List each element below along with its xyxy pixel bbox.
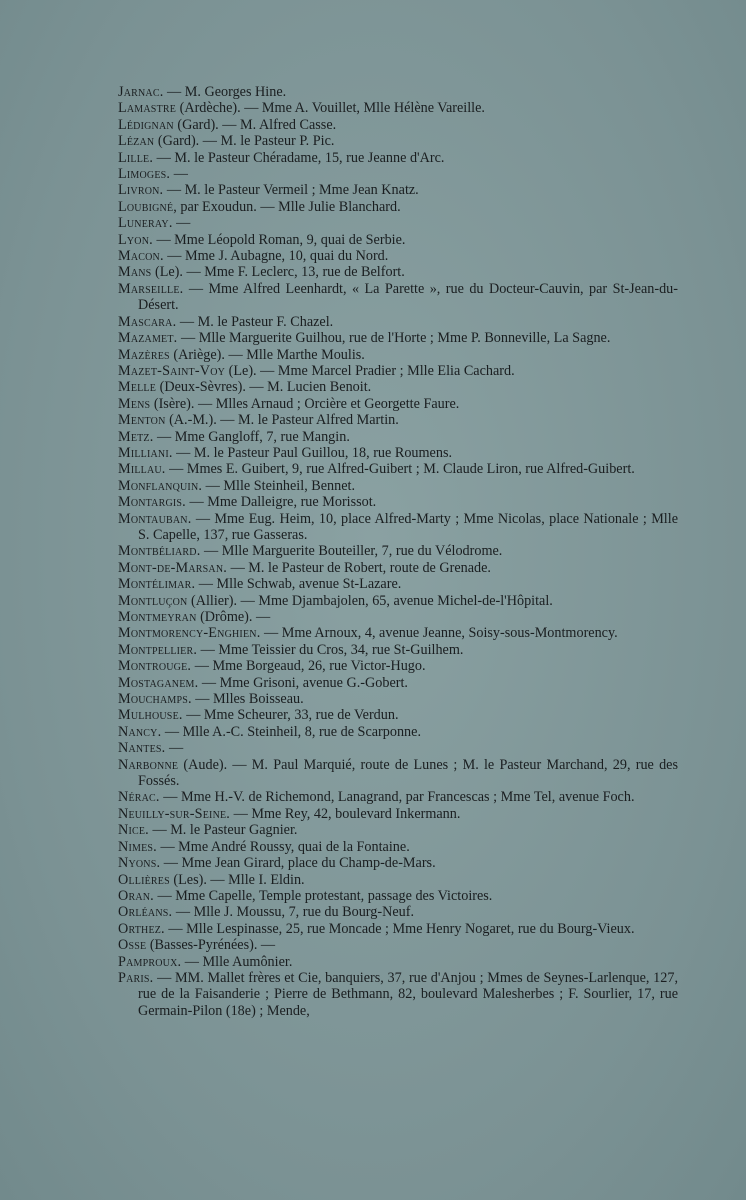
entry-detail: — M. le Pasteur F. Chazel. (176, 313, 334, 330)
directory-entry (118, 724, 678, 740)
directory-entry (118, 461, 678, 477)
entry-detail: (Drôme). — (196, 609, 271, 625)
directory-list (118, 84, 678, 1019)
directory-entry (118, 166, 678, 182)
entry-detail: — Mme Arnoux, 4, avenue Jeanne, Soisy-sous-Montmorency. (260, 625, 618, 642)
directory-entry (118, 822, 678, 838)
entry-place: Metz. (118, 428, 154, 445)
entry-detail: — M. le Pasteur Chéradame, 15, rue Jeanne d'Arc. (153, 149, 445, 166)
entry-place: Millau. (118, 461, 166, 478)
directory-entry (118, 954, 678, 970)
entry-place: Orléans. (118, 904, 173, 921)
directory-entry (118, 609, 678, 625)
directory-entry (118, 511, 678, 544)
entry-place: Oran. (118, 887, 154, 904)
directory-entry (118, 576, 678, 592)
entry-place: Marseille. (118, 280, 184, 297)
directory-entry (118, 412, 678, 428)
entry-place: Nimes. (118, 838, 157, 855)
directory-entry (118, 133, 678, 149)
entry-place: Nice. (118, 822, 149, 839)
directory-entry (118, 330, 678, 346)
entry-detail: — Mme Alfred Leenhardt, « La Parette », rue du Docteur-Cauvin, par St-Jean-du-Désert. (138, 280, 678, 314)
entry-place: Loubigné (118, 198, 174, 215)
entry-detail: (Allier). — Mme Djambajolen, 65, avenue Michel-de-l'Hôpital. (187, 592, 553, 609)
entry-place: Mascara. (118, 313, 177, 330)
directory-entry (118, 707, 678, 723)
entry-place: Montmorency-Enghien. (118, 625, 261, 642)
directory-entry (118, 117, 678, 133)
entry-detail: — M. le Pasteur Paul Guillou, 18, rue Roumens. (172, 444, 453, 461)
entry-detail: — Mlles Boisseau. (191, 691, 304, 708)
directory-entry (118, 199, 678, 215)
directory-entry (118, 789, 678, 805)
directory-entry (118, 445, 678, 461)
directory-entry (118, 150, 678, 166)
directory-entry (118, 494, 678, 510)
entry-detail: — Mme Léopold Roman, 9, quai de Serbie. (152, 231, 406, 248)
entry-place: Mans (118, 264, 152, 281)
entry-place: Montauban. (118, 510, 192, 527)
entry-detail: — Mme Scheurer, 33, rue de Verdun. (182, 707, 399, 724)
entry-place: Lamastre (118, 100, 177, 117)
directory-entry (118, 625, 678, 641)
entry-detail: — M. le Pasteur Vermeil ; Mme Jean Knatz. (163, 182, 419, 199)
entry-detail: — (170, 166, 188, 183)
entry-detail: — Mme Borgeaud, 26, rue Victor-Hugo. (191, 658, 426, 675)
entry-place: Mazet-Saint-Voy (118, 362, 226, 379)
entry-detail: (Gard). — M. Alfred Casse. (173, 116, 337, 133)
directory-entry (118, 248, 678, 264)
entry-detail: — M. Georges Hine. (163, 84, 287, 100)
directory-entry (118, 740, 678, 756)
directory-entry (118, 757, 678, 790)
entry-detail: — Mme Dalleigre, rue Morissot. (185, 494, 377, 511)
entry-place: Menton (118, 412, 166, 429)
entry-detail: (A.-M.). — M. le Pasteur Alfred Martin. (165, 412, 399, 429)
directory-entry (118, 872, 678, 888)
entry-detail: — MM. Mallet frères et Cie, banquiers, 37, rue d'Anjou ; Mmes de Seynes-Larlenque, 127, rue de la Faisanderie ; Pierre de Bethmann, 82, boulevard Malesherbes ; F. Sourlier, 17, rue Germain-Pilon (18e) ; Mende, (138, 969, 678, 1019)
directory-entry (118, 429, 678, 445)
entry-place: Mulhouse. (118, 707, 183, 724)
entry-detail: — Mme H.-V. de Richemond, Lanagrand, par Francescas ; Mme Tel, avenue Foch. (159, 789, 635, 806)
entry-place: Macon. (118, 248, 164, 265)
entry-detail: (Gard). — M. le Pasteur P. Pic. (154, 133, 335, 150)
directory-entry (118, 642, 678, 658)
entry-place: Montpellier. (118, 641, 198, 658)
directory-entry (118, 215, 678, 231)
entry-place: Mazamet. (118, 330, 178, 347)
entry-place: Lyon. (118, 231, 153, 248)
entry-place: Limoges. (118, 166, 171, 183)
entry-place: Montluçon (118, 592, 188, 609)
entry-detail: (Deux-Sèvres). — M. Lucien Benoit. (156, 379, 372, 396)
directory-entry (118, 100, 678, 116)
entry-detail: — Mme J. Aubagne, 10, quai du Nord. (163, 248, 389, 265)
directory-entry (118, 264, 678, 280)
directory-entry (118, 396, 678, 412)
directory-entry (118, 806, 678, 822)
directory-entry (118, 84, 678, 100)
entry-place: Lézan (118, 133, 155, 150)
directory-entry (118, 560, 678, 576)
directory-entry (118, 281, 678, 314)
entry-place: Nantes. (118, 740, 166, 757)
entry-detail: — (172, 215, 191, 232)
entry-detail: (Le). — Mme Marcel Pradier ; Mlle Elia Cachard. (225, 362, 515, 379)
directory-entry (118, 658, 678, 674)
entry-place: Lille. (118, 149, 154, 166)
entry-detail: , par Exoudun. — Mlle Julie Blanchard. (173, 198, 401, 215)
entry-detail: — Mme Grisoni, avenue G.-Gobert. (198, 674, 408, 691)
entry-place: Orthez. (118, 920, 165, 937)
entry-place: Paris. (118, 969, 154, 986)
entry-place: Montmeyran (118, 609, 197, 625)
entry-place: Montbéliard. (118, 543, 201, 560)
entry-detail: — Mlle A.-C. Steinheil, 8, rue de Scarponne. (161, 723, 421, 740)
entry-place: Jarnac. (118, 84, 164, 100)
entry-place: Montrouge. (118, 658, 192, 675)
directory-entry (118, 363, 678, 379)
directory-entry (118, 904, 678, 920)
entry-place: Lédignan (118, 116, 174, 133)
entry-place: Nancy. (118, 723, 162, 740)
entry-place: Luneray. (118, 215, 173, 232)
entry-place: Mostaganem. (118, 674, 199, 691)
entry-place: Pamproux. (118, 953, 182, 970)
entry-place: Montargis. (118, 494, 186, 511)
entry-detail: (Basses-Pyrénées). — (146, 937, 276, 954)
entry-detail: (Isère). — Mlles Arnaud ; Orcière et Georgette Faure. (150, 395, 460, 412)
entry-detail: — Mme Teissier du Cros, 34, rue St-Guilhem. (197, 641, 464, 658)
entry-place: Nyons. (118, 855, 161, 872)
entry-place: Mazères (118, 346, 170, 363)
directory-entry (118, 921, 678, 937)
directory-entry (118, 232, 678, 248)
entry-detail: — Mlle J. Moussu, 7, rue du Bourg-Neuf. (172, 904, 414, 921)
entry-detail: — Mlle Marguerite Guilhou, rue de l'Horte ; Mme P. Bonneville, La Sagne. (177, 330, 611, 347)
entry-place: Livron. (118, 182, 164, 199)
directory-entry (118, 593, 678, 609)
entry-detail: (Le). — Mme F. Leclerc, 13, rue de Belfort. (151, 264, 405, 281)
entry-place: Melle (118, 379, 157, 396)
entry-detail: — Mme Eug. Heim, 10, place Alfred-Marty ; Mme Nicolas, place Nationale ; Mlle S. Capelle, 137, rue Gasseras. (138, 510, 678, 543)
entry-place: Mont-de-Marsan. (118, 559, 228, 576)
entry-detail: (Ariège). — Mlle Marthe Moulis. (169, 346, 365, 363)
directory-entry (118, 970, 678, 1019)
directory-entry (118, 839, 678, 855)
directory-entry (118, 182, 678, 198)
directory-entry (118, 543, 678, 559)
entry-detail: (Ardèche). — Mme A. Vouillet, Mlle Hélène Vareille. (176, 100, 485, 117)
entry-detail: (Aude). — M. Paul Marquié, route de Lunes ; M. le Pasteur Marchand, 29, rue des Fossés. (138, 756, 678, 790)
entry-place: Neuilly-sur-Seine. (118, 805, 231, 822)
directory-entry (118, 937, 678, 953)
entry-detail: — Mlle Schwab, avenue St-Lazare. (195, 576, 402, 593)
directory-entry (118, 675, 678, 691)
entry-detail: — Mme André Roussy, quai de la Fontaine. (156, 838, 410, 855)
entry-detail: — M. le Pasteur Gagnier. (148, 822, 298, 839)
entry-detail: — Mme Rey, 42, boulevard Inkermann. (230, 805, 461, 822)
entry-detail: — (165, 740, 184, 757)
entry-place: Mouchamps. (118, 691, 192, 708)
directory-entry (118, 855, 678, 871)
directory-entry (118, 478, 678, 494)
entry-detail: — Mme Capelle, Temple protestant, passage des Victoires. (153, 887, 493, 904)
entry-detail: — Mlle Aumônier. (181, 953, 293, 970)
directory-entry (118, 314, 678, 330)
entry-detail: — Mmes E. Guibert, 9, rue Alfred-Guibert ; M. Claude Liron, rue Alfred-Guibert. (165, 461, 635, 478)
directory-entry (118, 379, 678, 395)
entry-detail: (Les). — Mlle I. Eldin. (169, 871, 305, 888)
entry-detail: — Mme Gangloff, 7, rue Mangin. (153, 428, 350, 445)
entry-detail: — Mlle Lespinasse, 25, rue Moncade ; Mme Henry Nogaret, rue du Bourg-Vieux. (164, 920, 635, 937)
entry-detail: — M. le Pasteur de Robert, route de Grenade. (227, 559, 491, 576)
directory-entry (118, 888, 678, 904)
directory-entry (118, 347, 678, 363)
entry-detail: — Mme Jean Girard, place du Champ-de-Mars. (160, 855, 436, 872)
entry-place: Milliani. (118, 444, 173, 461)
entry-place: Narbonne (118, 756, 179, 773)
entry-place: Montélimar. (118, 576, 196, 593)
entry-place: Mens (118, 395, 151, 412)
entry-place: Ollières (118, 871, 170, 888)
directory-entry (118, 691, 678, 707)
entry-place: Osse (118, 937, 147, 954)
entry-place: Nérac. (118, 789, 160, 806)
entry-place: Monflanquin. (118, 477, 203, 494)
entry-detail: — Mlle Steinheil, Bennet. (202, 477, 356, 494)
entry-detail: — Mlle Marguerite Bouteiller, 7, rue du Vélodrome. (200, 543, 503, 560)
